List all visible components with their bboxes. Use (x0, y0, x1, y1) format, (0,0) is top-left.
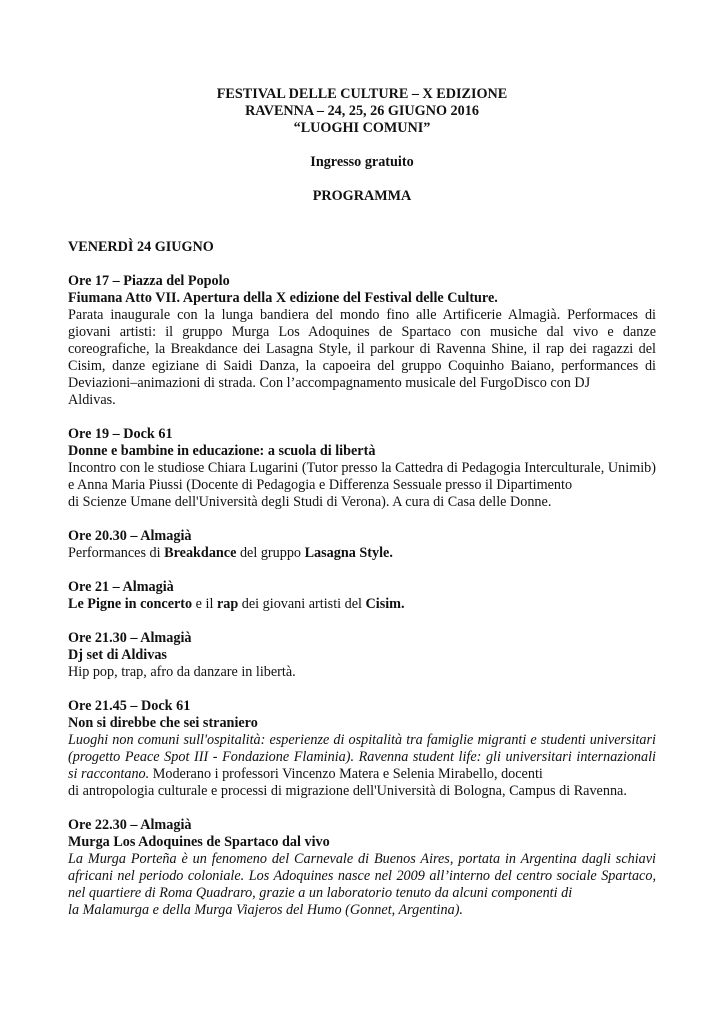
event-item (68, 630, 656, 681)
document-page (68, 86, 656, 919)
event-item (68, 528, 656, 562)
text-run-bold: Breakdance (164, 545, 237, 561)
event-description: Hip pop, trap, afro da danzare in libertà. (68, 664, 296, 680)
event-time: Ore 21.45 – Dock 61 (68, 698, 191, 714)
text-run: del gruppo (236, 545, 305, 561)
event-time: Ore 21 – Almagià (68, 579, 174, 595)
text-run: Performances di (68, 545, 165, 561)
event-title: Donne e bambine in educazione: a scuola di libertà (68, 443, 376, 459)
event-item (68, 426, 656, 511)
event-description (68, 545, 656, 562)
event-description (68, 732, 656, 783)
event-time: Ore 22.30 – Almagià (68, 817, 192, 833)
text-run: dei giovani artisti del (238, 596, 366, 612)
event-description-end: di Scienze Umane dell'Università degli Studi di Verona). A cura di Casa delle Donne. (68, 494, 552, 510)
free-entry-note: Ingresso gratuito (310, 154, 414, 170)
text-run-bold: Lasagna Style. (304, 545, 393, 561)
event-time: Ore 19 – Dock 61 (68, 426, 173, 442)
event-title: Murga Los Adoquines de Spartaco dal vivo (68, 834, 330, 850)
programme-heading: PROGRAMMA (312, 188, 412, 204)
text-run: Moderano i professori Vincenzo Matera e Selenia Mirabello, docenti (149, 766, 543, 782)
event-description: Parata inaugurale con la lunga bandiera del mondo fino alle Artificerie Almagià. Performaces di giovani artisti: il gruppo Murga Los Adoquines de Spartaco con musiche dal vivo e danze coreografiche, la Breakdance dei Lasagna Style, il parkour di Ravenna Shine, il rap dei ragazzi del Cisim, danze egiziane di Saidi Danza, la capoeira del gruppo Coquinho Baiano, performances di Deviazioni–animazioni di strada. Con l’accompagnamento musicale del FurgoDisco con DJ (68, 307, 656, 391)
event-title: Fiumana Atto VII. Apertura della X edizione del Festival delle Culture. (68, 290, 498, 306)
event-description-end: la Malamurga e della Murga Viajeros del Humo (Gonnet, Argentina). (68, 902, 463, 918)
event-description: Incontro con le studiose Chiara Lugarini (Tutor presso la Cattedra di Pedagogia Interculturale, Unimib) e Anna Maria Piussi (Docente di Pedagogia e Differenza Sessuale presso il Dipartimento (68, 460, 656, 493)
event-time: Ore 21.30 – Almagià (68, 630, 192, 646)
event-title: Dj set di Aldivas (68, 647, 167, 663)
day-heading: VENERDÌ 24 GIUGNO (68, 239, 214, 255)
festival-dates: RAVENNA – 24, 25, 26 GIUGNO 2016 (245, 103, 479, 119)
festival-theme: “LUOGHI COMUNI” (293, 120, 431, 136)
event-item (68, 273, 656, 409)
event-time: Ore 20.30 – Almagià (68, 528, 192, 544)
text-run-bold: Cisim. (365, 596, 405, 612)
event-item (68, 698, 656, 800)
text-run-bold: rap (216, 596, 239, 612)
festival-title: FESTIVAL DELLE CULTURE – X EDIZIONE (216, 86, 508, 102)
event-title: Non si direbbe che sei straniero (68, 715, 258, 731)
event-description-end: Aldivas. (68, 392, 116, 408)
event-item (68, 579, 656, 613)
event-item (68, 817, 656, 919)
event-description: La Murga Porteña è un fenomeno del Carnevale di Buenos Aires, portata in Argentina dagli schiavi africani nel periodo coloniale. Los Adoquines nasce nel 2009 all’interno del centro sociale Spartaco, nel quartiere di Roma Quadraro, grazie a un laboratorio tenuto da alcuni componenti di (68, 851, 656, 901)
event-description-end: di antropologia culturale e processi di migrazione dell'Università di Bologna, Campus di Ravenna. (68, 783, 627, 799)
event-time: Ore 17 – Piazza del Popolo (68, 273, 230, 289)
text-run-italic: Luoghi non comuni sull'ospitalità: esperienze di ospitalità tra famiglie migranti e studenti universitari (progetto Peace Spot III - Fondazione Flaminia). Ravenna student life: gli universitari internazionali si raccontano. (68, 732, 656, 782)
text-run-bold: Le Pigne in concerto (68, 596, 193, 612)
text-run: e il (192, 596, 217, 612)
document-header (68, 86, 656, 205)
event-description (68, 596, 656, 613)
